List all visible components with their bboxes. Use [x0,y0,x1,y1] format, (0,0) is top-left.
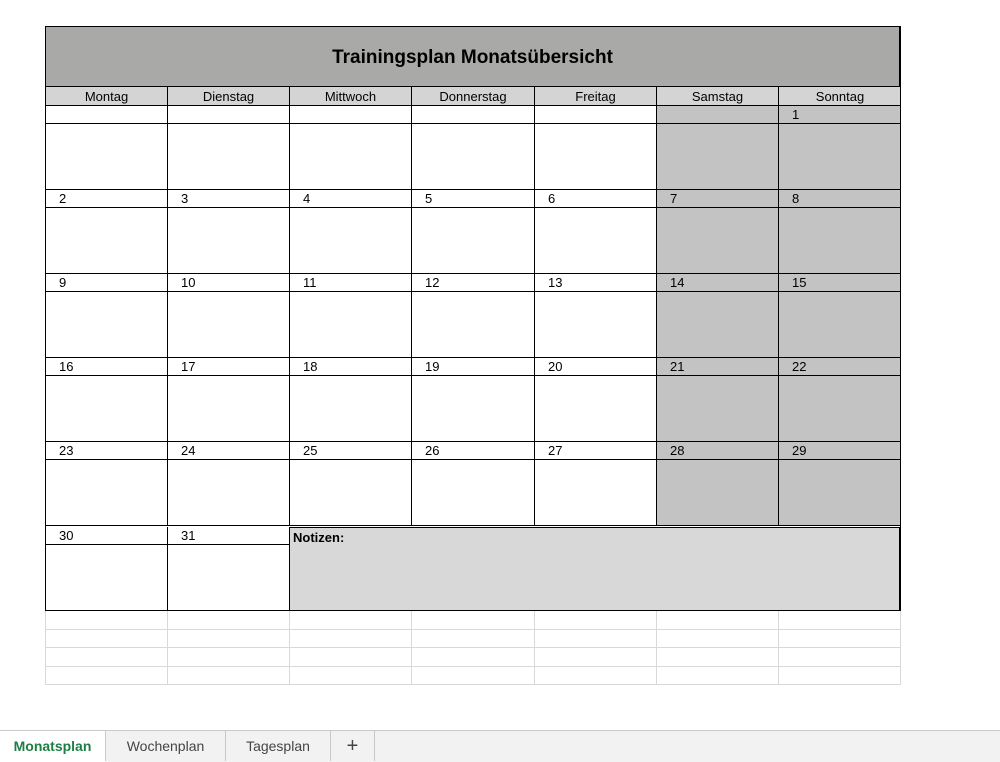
day-entry-cell[interactable] [534,460,656,526]
day-entry-cell[interactable] [411,460,534,526]
day-number-cell[interactable]: 20 [534,358,656,376]
day-entry-cell[interactable] [45,124,167,190]
weekday-header-samstag[interactable]: Samstag [656,87,778,106]
day-entry-cell[interactable] [167,545,289,611]
day-entry-cell[interactable] [167,124,289,190]
day-number-cell[interactable]: 4 [289,190,411,208]
day-number-cell[interactable]: 17 [167,358,289,376]
day-entry-cell[interactable] [45,376,167,442]
day-number-cell[interactable]: 14 [656,274,778,292]
weekday-header-freitag[interactable]: Freitag [534,87,656,106]
day-entry-cell[interactable] [534,124,656,190]
gridline [900,611,901,685]
day-number-cell[interactable]: 15 [778,274,901,292]
weekday-header-donnerstag[interactable]: Donnerstag [411,87,534,106]
day-entry-cell[interactable] [411,376,534,442]
day-entry-cell[interactable] [289,376,411,442]
sheet-title: Trainingsplan Monatsübersicht [332,46,613,68]
title-cell[interactable] [45,26,900,87]
day-entry-cell[interactable] [289,124,411,190]
day-number-cell[interactable]: 9 [45,274,167,292]
day-entry-cell[interactable] [167,460,289,526]
day-entry-cell[interactable] [656,124,778,190]
day-entry-cell[interactable] [778,124,901,190]
gridline [45,647,901,648]
day-number-cell[interactable]: 29 [778,442,901,460]
day-number-cell[interactable]: 24 [167,442,289,460]
gridline [45,666,901,667]
day-entry-cell[interactable] [45,460,167,526]
day-entry-cell[interactable] [656,208,778,274]
day-entry-cell[interactable] [45,208,167,274]
day-number-cell[interactable]: 16 [45,358,167,376]
gridline [656,611,657,685]
gridline [411,611,412,685]
tab-label: Tagesplan [246,738,310,754]
day-number-cell[interactable]: 11 [289,274,411,292]
day-number-cell[interactable]: 18 [289,358,411,376]
day-number-cell[interactable]: 1 [778,106,901,124]
tab-monatsplan[interactable] [0,731,106,761]
day-entry-cell[interactable] [289,460,411,526]
day-entry-cell[interactable] [289,208,411,274]
day-entry-cell[interactable] [656,376,778,442]
day-number-cell[interactable] [289,106,411,124]
day-entry-cell[interactable] [534,376,656,442]
tab-label: Monatsplan [13,738,92,754]
day-number-cell[interactable]: 7 [656,190,778,208]
gridline [45,611,46,685]
day-number-cell[interactable] [656,106,778,124]
day-entry-cell[interactable] [534,292,656,358]
add-sheet-button[interactable] [331,731,375,761]
day-number-cell[interactable] [167,106,289,124]
day-number-cell[interactable]: 19 [411,358,534,376]
weekday-header-sonntag[interactable]: Sonntag [778,87,901,106]
gridline [289,611,290,685]
day-entry-cell[interactable] [167,376,289,442]
day-number-cell[interactable]: 28 [656,442,778,460]
gridline [778,611,779,685]
tab-label: Wochenplan [126,738,205,754]
day-number-cell[interactable]: 3 [167,190,289,208]
day-number-cell[interactable] [45,106,167,124]
day-number-cell[interactable]: 31 [167,527,289,545]
day-number-cell[interactable] [534,106,656,124]
day-number-cell[interactable] [411,106,534,124]
day-number-cell[interactable]: 10 [167,274,289,292]
day-entry-cell[interactable] [45,545,167,611]
day-entry-cell[interactable] [289,292,411,358]
day-entry-cell[interactable] [778,460,901,526]
day-entry-cell[interactable] [411,124,534,190]
day-entry-cell[interactable] [778,208,901,274]
day-entry-cell[interactable] [778,376,901,442]
day-number-cell[interactable]: 23 [45,442,167,460]
tab-tagesplan[interactable] [226,731,331,761]
day-entry-cell[interactable] [656,460,778,526]
day-number-cell[interactable]: 6 [534,190,656,208]
day-number-cell[interactable]: 26 [411,442,534,460]
weekday-header-montag[interactable]: Montag [45,87,167,106]
day-number-cell[interactable]: 27 [534,442,656,460]
gridline [45,629,901,630]
day-entry-cell[interactable] [167,292,289,358]
gridline [167,611,168,685]
gridline [534,611,535,685]
day-number-cell[interactable]: 30 [45,527,167,545]
gridline [45,684,901,685]
weekday-header-dienstag[interactable]: Dienstag [167,87,289,106]
day-entry-cell[interactable] [656,292,778,358]
day-number-cell[interactable]: 21 [656,358,778,376]
day-entry-cell[interactable] [534,208,656,274]
day-number-cell[interactable]: 12 [411,274,534,292]
notes-label: Notizen: [293,530,345,545]
notes-cell[interactable] [289,527,900,611]
day-entry-cell[interactable] [411,292,534,358]
day-number-cell[interactable]: 2 [45,190,167,208]
day-number-cell[interactable]: 25 [289,442,411,460]
plus-icon: + [346,735,359,757]
day-number-cell[interactable]: 8 [778,190,901,208]
weekday-header-mittwoch[interactable]: Mittwoch [289,87,411,106]
day-entry-cell[interactable] [778,292,901,358]
day-number-cell[interactable]: 5 [411,190,534,208]
day-entry-cell[interactable] [167,208,289,274]
tab-wochenplan[interactable] [106,731,226,761]
day-entry-cell[interactable] [411,208,534,274]
sheet-tab-bar [0,730,1000,762]
day-number-cell[interactable]: 13 [534,274,656,292]
day-number-cell[interactable]: 22 [778,358,901,376]
day-entry-cell[interactable] [45,292,167,358]
